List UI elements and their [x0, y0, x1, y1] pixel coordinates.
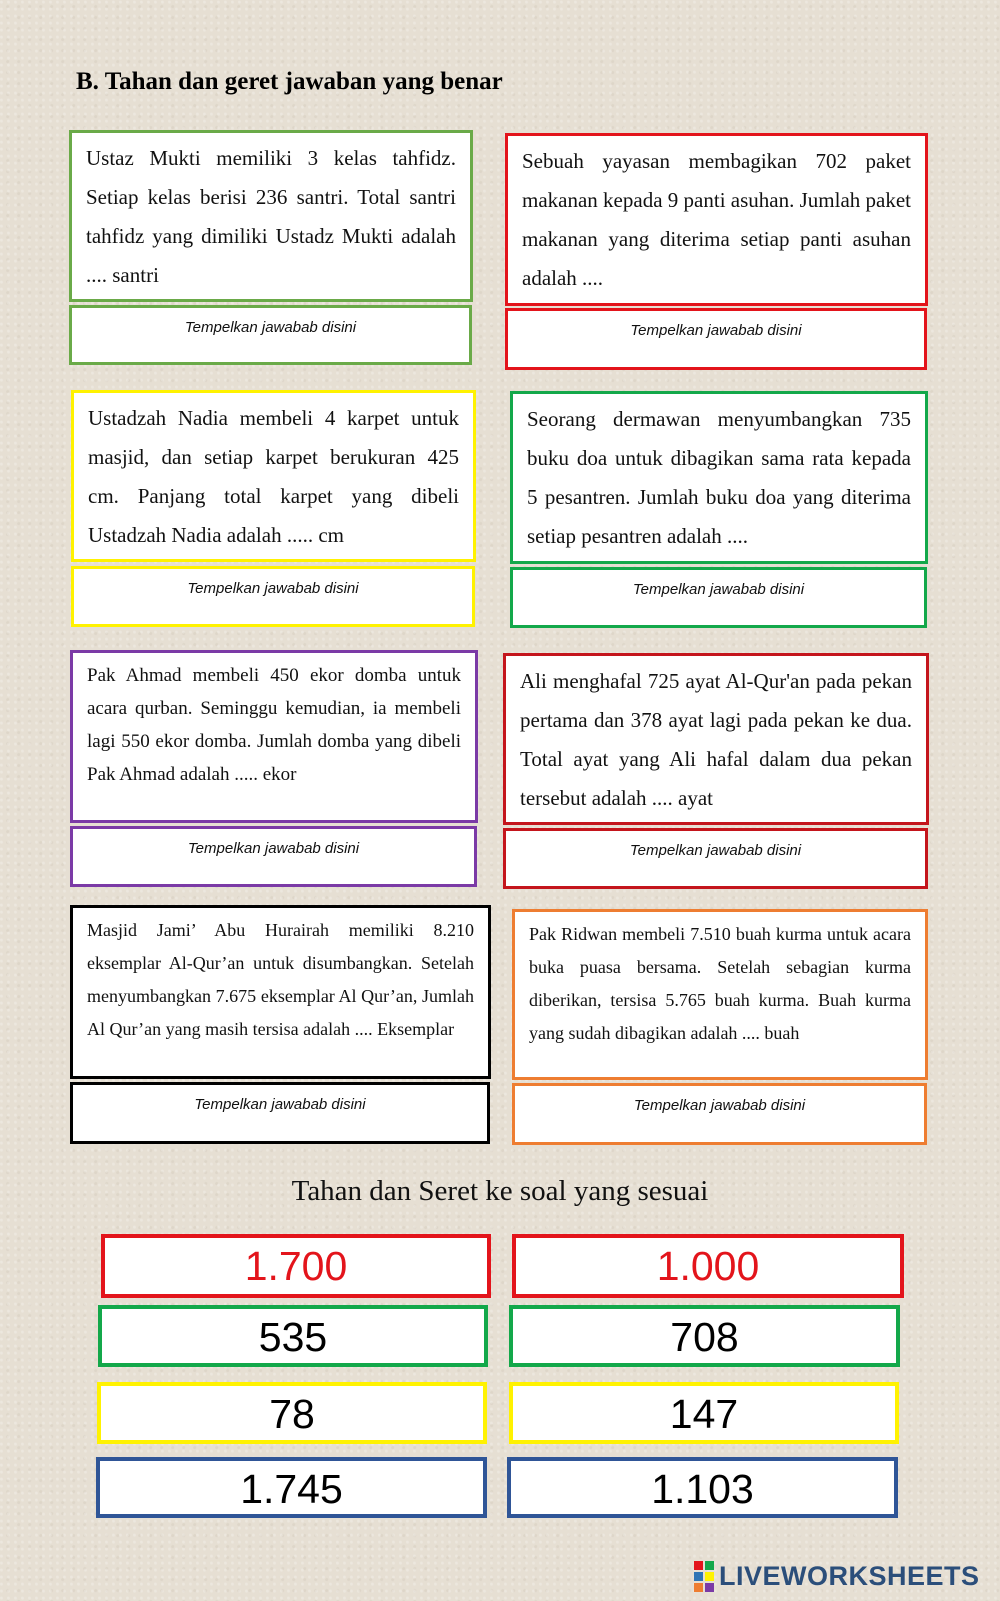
- answer-placeholder: Tempelkan jawabab disini: [630, 322, 802, 339]
- question-card: Masjid Jami’ Abu Hurairah memiliki 8.210 eksemplar Al-Qur’an untuk disumbangkan. Setelah menyumbangkan 7.675 eksemplar Al Qur’an, Jumlah Al Qur’an yang masih tersisa adalah .... Eksemplar: [70, 905, 491, 1079]
- answer-drop-zone[interactable]: [510, 567, 927, 628]
- answer-placeholder: Tempelkan jawabab disini: [187, 840, 360, 857]
- question-card: Pak Ahmad membeli 450 ekor domba untuk acara qurban. Seminggu kemudian, ia membeli lagi 550 ekor domba. Jumlah domba yang dibeli Pak Ahmad adalah ..... ekor: [70, 650, 478, 823]
- answer-tile[interactable]: 1.700: [101, 1234, 491, 1298]
- question-card: Ali menghafal 725 ayat Al-Qur'an pada pekan pertama dan 378 ayat lagi pada pekan ke dua. Total ayat yang Ali hafal dalam dua pekan tersebut adalah .... ayat: [503, 653, 929, 825]
- liveworksheets-logo-icon: [694, 1561, 716, 1591]
- liveworksheets-logo: [694, 1556, 980, 1596]
- answer-drop-zone[interactable]: [512, 1083, 927, 1145]
- answer-tile[interactable]: 147: [509, 1382, 899, 1444]
- question-card: Seorang dermawan menyumbangkan 735 buku doa untuk dibagikan sama rata kepada 5 pesantren. Jumlah buku doa yang diterima setiap pesantren adalah ....: [510, 391, 928, 564]
- drag-instruction: Tahan dan Seret ke soal yang sesuai: [291, 1175, 709, 1207]
- answer-drop-zone[interactable]: [503, 828, 928, 889]
- answer-drop-zone[interactable]: [70, 826, 477, 887]
- answer-tile[interactable]: 1.103: [507, 1457, 898, 1518]
- answer-placeholder: Tempelkan jawabab disini: [194, 1096, 366, 1113]
- section-heading: B. Tahan dan geret jawaban yang benar: [76, 68, 503, 95]
- answer-tile[interactable]: 78: [97, 1382, 487, 1444]
- answer-tile[interactable]: 535: [98, 1305, 488, 1367]
- question-card: Pak Ridwan membeli 7.510 buah kurma untuk acara buka puasa bersama. Setelah sebagian kurma diberikan, tersisa 5.765 buah kurma. Buah kurma yang sudah dibagikan adalah .... buah: [512, 909, 928, 1080]
- answer-placeholder: Tempelkan jawabab disini: [187, 580, 359, 597]
- answer-placeholder: Tempelkan jawabab disini: [629, 842, 802, 859]
- answer-tile[interactable]: 1.745: [96, 1457, 487, 1518]
- answer-placeholder: Tempelkan jawabab disini: [184, 319, 357, 336]
- answer-placeholder: Tempelkan jawabab disini: [632, 581, 805, 598]
- answer-drop-zone[interactable]: [70, 1082, 490, 1144]
- brand-name: LIVEWORKSHEETS: [719, 1560, 980, 1591]
- question-card: Ustadzah Nadia membeli 4 karpet untuk masjid, dan setiap karpet berukuran 425 cm. Panjang total karpet yang dibeli Ustadzah Nadia adalah ..... cm: [71, 390, 476, 562]
- answer-drop-zone[interactable]: [71, 566, 475, 627]
- answer-drop-zone[interactable]: [69, 305, 472, 365]
- answer-tile[interactable]: 708: [509, 1305, 900, 1367]
- question-card: Sebuah yayasan membagikan 702 paket makanan kepada 9 panti asuhan. Jumlah paket makanan yang diterima setiap panti asuhan adalah ....: [505, 133, 928, 306]
- answer-tile[interactable]: 1.000: [512, 1234, 904, 1298]
- answer-drop-zone[interactable]: [505, 308, 927, 370]
- question-card: Ustaz Mukti memiliki 3 kelas tahfidz. Setiap kelas berisi 236 santri. Total santri tahfidz yang dimiliki Ustadz Mukti adalah .... santri: [69, 130, 473, 302]
- answer-placeholder: Tempelkan jawabab disini: [633, 1097, 806, 1114]
